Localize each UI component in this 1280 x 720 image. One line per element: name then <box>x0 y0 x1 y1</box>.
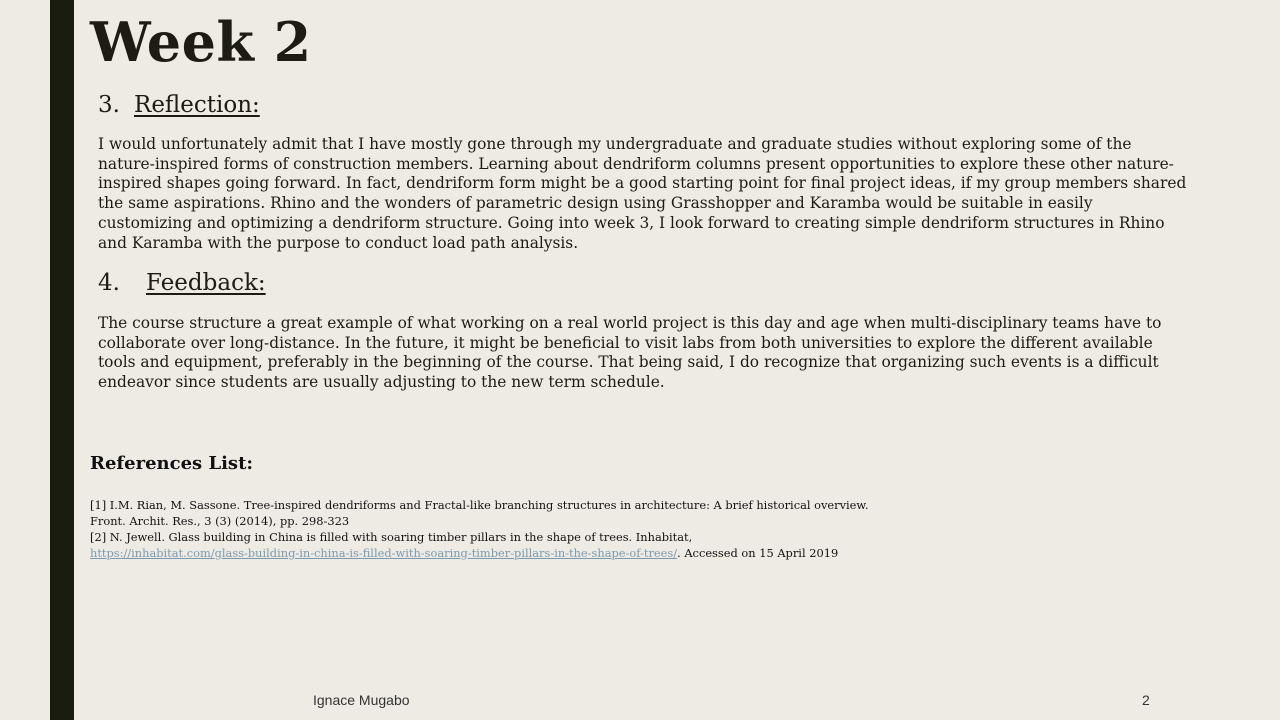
reflection-paragraph: I would unfortunately admit that I have mostly gone through my undergraduate and graduate studies without exploring some of the nature-inspired forms of construction members. Learning about dendriform columns present opportunities to explore these other nature-inspired shapes going forward. In fact, dendriform form might be a good starting point for final project ideas, if my group members shared the same aspirations. Rhino and the wonders of parametric design using Grasshopper and Karamba would be suitable in easily customizing and optimizing a dendriform structure. Going into week 3, I look forward to creating simple dendriform structures in Rhino and Karamba with the purpose to conduct load path analysis. <box>98 135 1187 252</box>
reference-2-line-1: [2] N. Jewell. Glass building in China is filled with soaring timber pillars in the shape of trees. Inhabitat, <box>90 530 693 544</box>
reference-2-line-2 <box>90 545 990 561</box>
slide-title: Week 2 <box>90 10 312 74</box>
feedback-heading <box>98 268 266 298</box>
reflection-number: 3. <box>98 92 120 118</box>
reflection-label: Reflection: <box>134 92 260 118</box>
reference-1-line-2: Front. Archit. Res., 3 (3) (2014), pp. 298-323 <box>90 514 350 528</box>
references-heading: References List: <box>90 453 254 474</box>
reference-1-line-1: [1] I.M. Rian, M. Sassone. Tree-inspired dendriforms and Fractal-like branching structures in architecture: A brief historical overview. <box>90 498 869 512</box>
feedback-number: 4. <box>98 270 120 296</box>
reference-2-accessed: . Accessed on 15 April 2019 <box>677 546 839 560</box>
feedback-label: Feedback: <box>146 270 266 296</box>
footer-page-number: 2 <box>1142 692 1150 708</box>
feedback-paragraph: The course structure a great example of what working on a real world project is this day and age when multi-disciplinary teams have to collaborate over long-distance. In the future, it might be beneficial to visit labs from both universities to explore the different available tools and equipment, preferably in the beginning of the course. That being said, I do recognize that organizing such events is a difficult endeavor since students are usually adjusting to the new term schedule. <box>98 314 1162 392</box>
reflection-heading <box>98 90 260 120</box>
footer-author: Ignace Mugabo <box>313 692 410 708</box>
reference-2-link[interactable]: https://inhabitat.com/glass-building-in-china-is-filled-with-soaring-timber-pillars-in-the-shape-of-trees/ <box>90 546 678 560</box>
references-list <box>90 497 990 561</box>
accent-bar <box>50 0 74 720</box>
